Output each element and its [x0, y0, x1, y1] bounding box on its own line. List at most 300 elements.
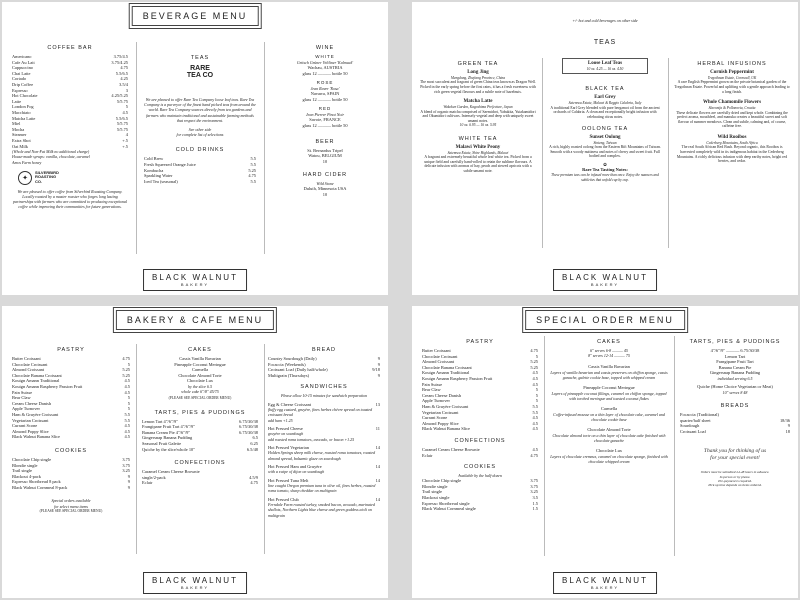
rose-label: ROSE [316, 80, 334, 86]
confections-heading: CONFECTIONS [174, 460, 226, 467]
loose-leaf-box [562, 58, 648, 74]
special-order-page [412, 306, 798, 598]
cake-whole-price: whole cake 6"/8" 45/75 [181, 389, 219, 395]
white-label: WHITE [315, 54, 335, 59]
coffee-item-price: 5.5/6.5 [115, 115, 128, 121]
cake-5-name: Chocolate Lux [596, 448, 622, 454]
special-pastry-list [422, 348, 538, 432]
special-tart-item: Banana Cream Pie [718, 364, 752, 370]
special-confection-item-name: Eclair [422, 452, 433, 458]
cake-item: Cassis Vanilla Bavarian [179, 356, 221, 361]
fine-print-1: Orders must be submitted 24-48 hours in advance. [700, 470, 770, 475]
matcha-origin: Wakoken Garden, Kagoshima Prefecture, Japan [443, 105, 513, 110]
bread-item [268, 373, 380, 379]
coffee-item-name: Hot Chocolate [12, 93, 38, 99]
special-pastry-item-name: Chocolate Croissant [422, 353, 458, 359]
tarts-heading: TARTS, PIES & PUDDINGS [154, 409, 246, 416]
coffee-bar-section [12, 42, 128, 210]
chamomile-origin: Slavonija & Pollonovia, Croatia [708, 106, 756, 111]
red-label: RED [318, 106, 332, 112]
special-pastry-item-name: Kouign Amann Traditional [422, 370, 470, 376]
coffee-bar-list [12, 54, 128, 149]
special-cookies-heading: COOKIES [463, 464, 497, 471]
thanks-line-2: for your special event! [710, 455, 760, 462]
pastry-item-name: Ham & Gruyère Croissant [12, 411, 59, 417]
special-tart-item: Frangipane Fruit Tart [716, 359, 754, 365]
special-cookie-item-name: Chocolate Chip single [422, 478, 462, 484]
quiche-line: Quiche (Home Choice Vegetarian or Meat) [697, 384, 773, 390]
pastry-list [12, 356, 130, 440]
sandwich-price: 13 [375, 401, 380, 407]
divider [674, 336, 675, 556]
special-pastry-item-name: Apple Turnover [422, 398, 450, 404]
cookie-item-name: Black Walnut Cornmeal 8-pack [12, 484, 68, 490]
special-confection-item-name: Caramel Cream Cheese Brownie [422, 446, 480, 452]
white-peony-origin: Satemwa Estate, Shire Highlands, Malawi [447, 150, 509, 155]
teas-heading: TEAS [190, 55, 210, 61]
cold-drink-item-name: Sparkling Water [144, 173, 173, 179]
brand-sub: BAKERY [180, 585, 210, 590]
divider [544, 336, 545, 556]
cakes-column [142, 344, 258, 486]
pastry-item-price: 4.5 [124, 434, 130, 440]
sandwich-name: Hot Pressed Tuna Melt [268, 477, 309, 483]
coffee-item-price: 3.75/4.5 [113, 54, 128, 59]
confection-item-name: Eclair [142, 480, 153, 486]
top-note: +/- hot and cold beverages on other side [572, 18, 638, 23]
tart-item-name: Banana Cream Pie 4"/6"/9" [142, 429, 191, 435]
special-pastry-item-price: 4.5 [532, 415, 538, 421]
peppermint-name: Cornish Peppermint [710, 70, 754, 75]
matcha-desc: A blend of organic matcha comprised of Saemidori, Yabukita, Yutakamidori and Okumidori cultivars. Intensely vegetal and deep with uniquely sweet umami notes. [420, 109, 536, 123]
pastry-item-name: Chocolate Croissant [12, 361, 48, 367]
green-white-column [420, 58, 536, 174]
cookie-item-name: Trail single [12, 468, 32, 474]
coffee-item-name: Mocha [12, 126, 25, 132]
sandwich-name: Hot Pressed Vegetarian [268, 444, 309, 450]
coffee-item-name: Oat Milk [12, 143, 28, 149]
tart-item-price: 6.5 [252, 435, 258, 441]
cake-1-desc: Layers of vanilla bavarian and cassis preserves on chiffon sponge, cassis ganache, galette cookie base, topped with whipped cream [550, 370, 668, 381]
earl-grey-name: Earl Grey [594, 95, 616, 101]
special-pastry-item-price: 5 [535, 387, 538, 393]
sandwich-extra: add roasted roma tomatoes, avocado, or bacon +1.25 [268, 436, 355, 442]
pastry-item-name: Almond Croissant [12, 367, 45, 373]
matcha-name: Matcha Latte [463, 99, 493, 105]
confections-list [142, 469, 258, 486]
coffee-item-price: 3.75/4.25 [111, 59, 128, 65]
cake-2-desc: Layers of pineapple coconut fillings, caramel on chiffon sponge, topped with torched meringue and toasted coconut flakes [551, 391, 667, 402]
coffee-item-price: 4 [125, 132, 128, 138]
white-price: glass 12 ——— bottle 50 [302, 70, 348, 76]
special-cookie-item-price: 3.75 [530, 478, 538, 484]
white-peony-desc: A fragrant and extremely beautiful whole leaf white tea. Picked from a unique field and carefully hand-rolled to retain the sublime flavours. A delicate infusion with aromas of hay, peach and stewed apricots with a subtle umami note. [424, 155, 532, 173]
cookies-list [12, 457, 130, 491]
cold-drinks-list [144, 156, 256, 184]
thanks-line-1: Thank you for thinking of us [703, 448, 767, 455]
pastry-item-name: Pain Suisse [12, 389, 33, 395]
brand-name: BLACK WALNUT [562, 273, 648, 282]
tarts-list [142, 419, 258, 453]
special-note-1: Special orders available [51, 498, 91, 504]
coffee-item-price: +.5 [122, 137, 128, 143]
wine-section [272, 42, 378, 198]
bakery-menu-page [2, 306, 388, 598]
long-jing-desc: The most succulent and fragrant of green China teas known as Dragon Well. Picked in the early spring before the first rains, it has a fresh sweetness with rich green vegetal flavours and a subtle note of hazelnuts. [420, 80, 536, 94]
oolong-heading: OOLONG TEA [581, 125, 629, 132]
long-jing-origin: Mengdong, Zhejiang Province, China [450, 76, 506, 80]
special-cookies-note: Available by the half-dozen [458, 473, 502, 479]
black-tea-heading: BLACK TEA [585, 86, 625, 93]
cold-drink-item-name: Iced Tea (seasonal) [144, 178, 178, 184]
sandwich-name: Hot Pressed Cheese [268, 425, 303, 431]
special-cookie-item-name: Espresso Shortbread single [422, 500, 470, 506]
tart-item-price: 6.75/30/38 [239, 418, 258, 424]
coffee-item-name: Drip Coffee [12, 81, 34, 87]
pastry-item-name: Vegetarian Croissant [12, 417, 49, 423]
fine-print-2: In person or by phone. [719, 474, 751, 479]
coffee-item-name: London Fog [12, 104, 34, 110]
special-pastry-item-price: 5.5 [532, 403, 538, 409]
tart-item-price: 6.5/48 [246, 446, 258, 452]
cookie-item-price: 9 [127, 479, 130, 485]
cake-slice-price: by the slice 6.5 [188, 383, 212, 389]
fine-print-4: Pick up time depends on items ordered. [708, 482, 762, 487]
bread-heading: BREAD [312, 347, 336, 353]
sandwich-desc: with a swipe of dijon on sourdough [268, 469, 325, 475]
special-cookie-item-name: Blackout single [422, 495, 450, 501]
tart-item-price: 6.75/30/38 [239, 429, 258, 435]
sandwich-item [268, 497, 380, 518]
cider-price: 10 [322, 191, 328, 197]
fine-print-3: Pre-payment is required. [718, 478, 752, 483]
cold-drink-item-price: 5.5 [250, 178, 256, 184]
peppermint-desc: A rare English Peppermint grown on the private botanical garden of the Tregothnan Estate. Powerful and uplifting with a gentle approach leading to a long finish. [674, 80, 790, 94]
cookie-item-name: Blackout 4-pack [12, 473, 41, 479]
sandwich-item [268, 478, 380, 494]
confection-item-name: single/2-pack [142, 474, 166, 480]
pastry-heading: PASTRY [57, 347, 85, 353]
milk-note: (Whole and Non-Fat Milk no additional charge) [12, 149, 90, 155]
pastry-item-price: 5 [127, 400, 130, 406]
white-peony-name: Malawi White Peony [455, 144, 501, 150]
pastry-item-name: Butter Croissant [12, 356, 41, 361]
cider-region: Duluth, Minnesota USA [303, 186, 347, 192]
coffee-item-price: 5 [125, 104, 128, 110]
special-bread-item-name: Croissant Loaf [680, 428, 706, 434]
tart-item-name: Frangipane Fruit Tart 4"/6"/9" [142, 424, 195, 430]
bakery-menu-title: BAKERY & CAFE MENU [116, 310, 274, 330]
special-pastry-item-price: 4.5 [532, 426, 538, 432]
special-tart-item: Gingersnap Banana Pudding [709, 370, 761, 376]
herbal-heading: HERBAL INFUSIONS [697, 61, 767, 67]
oolong-origin: Sinteng, Taiwan [593, 140, 617, 145]
pastry-item-price: 5 [127, 406, 130, 412]
divider [264, 344, 265, 554]
cookie-item-price: 9 [127, 473, 130, 479]
coffee-item-name: Miel [12, 121, 21, 127]
sandwich-price: 11 [375, 425, 380, 431]
pastry-item-price: 5.5 [124, 417, 130, 423]
coffee-item-price: 4.25 [120, 76, 128, 82]
see-other-side-2: for complete list of selections [176, 132, 224, 138]
cake-item: Chocolate Lux [187, 378, 213, 384]
special-cakes-heading: CAKES [597, 339, 621, 345]
pastry-item-price: 4.5 [124, 428, 130, 434]
cookie-item-price: 3.75 [122, 462, 130, 468]
special-bread-item-price: 18 [785, 428, 790, 434]
special-bread-item-name: Focaccia (Traditional) [680, 411, 719, 417]
special-pastry-item-price: 4.5 [532, 370, 538, 376]
special-cookie-item-name: Blondie single [422, 483, 448, 489]
pastry-item-name: Apple Turnover [12, 406, 40, 412]
divider [136, 42, 137, 254]
coffee-item-price: 3 [125, 87, 128, 93]
sandwich-price: 14 [375, 444, 380, 450]
black-oolong-column [548, 58, 662, 182]
special-cookies-list [422, 478, 538, 512]
see-other-side: See other side [188, 127, 212, 133]
sandwich-desc: line caught Oregon premium tuna in olive oil, fines herbes, roasted roma tomato, sharp cheddar on multigrain [268, 483, 376, 494]
cake-see-special: (PLEASE SEE SPECIAL ORDER MENU) [168, 396, 232, 401]
special-note-3: (PLEASE SEE SPECIAL ORDER MENU) [39, 508, 103, 513]
bread-item-name: Croissant Loaf (Daily half/whole) [268, 367, 328, 373]
cider-heading: HARD CIDER [302, 172, 348, 179]
special-pastry-item-price: 5 [535, 392, 538, 398]
special-pastry-item-price: 5.25 [530, 359, 538, 365]
beer-name: St. Bernardus Tripel [307, 147, 343, 153]
cakes-heading: CAKES [188, 347, 212, 353]
special-pastry-item-name: Currant Scone [422, 415, 448, 421]
brand-logo [553, 572, 657, 594]
special-bread-item-name: quarter/half sheet [680, 417, 711, 423]
pastry-item-price: 4.5 [124, 389, 130, 395]
special-pastry-item-name: Cream Cheese Danish [422, 392, 462, 398]
peppermint-origin: Tregothnan Estate, Cornwall, UK [707, 76, 757, 80]
beer-heading: BEER [315, 138, 335, 145]
divider [264, 42, 265, 254]
tart-item-price: 6.75/30/38 [239, 424, 258, 430]
white-name: Gritsch Grüner Veltliner 'Kalmuck' [296, 60, 354, 65]
cookie-item-price: 3.75 [122, 456, 130, 462]
earl-grey-origin: Satemwa Estate, Malawi & Reggio Calabria, Italy [568, 101, 642, 106]
bread-column [268, 344, 380, 518]
pastry-item-price: 5.25 [122, 372, 130, 378]
sandwich-price: 14 [375, 496, 380, 502]
sandwich-item [268, 402, 380, 423]
coffee-item-name: Steamer [12, 132, 27, 138]
brand-sub: BAKERY [590, 585, 620, 590]
cake-2-name: Pineapple Coconut Meringue [583, 385, 635, 391]
special-menu-title: SPECIAL ORDER MENU [525, 310, 685, 330]
tasting-title: Rare Tea Tasting Notes: [582, 167, 628, 173]
pastry-item-name: Kouign Amann Traditional [12, 378, 60, 384]
special-confections-heading: CONFECTIONS [454, 437, 506, 444]
cider-name: Wild Stone [316, 181, 334, 187]
cookies-heading: COOKIES [54, 447, 88, 454]
tart-item [142, 447, 258, 453]
herbal-column [674, 58, 790, 164]
coffee-item-name: Americano [12, 54, 32, 59]
sandwich-desc: Ferndale Farm roasted turkey, smoked bacon, avocado, marinated shallots, Northern Lights blue cheese and green goddess aioli on multigrain [268, 502, 375, 518]
pastry-item-name: Chocolate Banana Croissant [12, 372, 62, 378]
special-confections-list [422, 447, 538, 458]
cold-drink-item [144, 179, 256, 185]
roaster-line-1: SILVERBIRD [35, 169, 59, 175]
sandwich-item [268, 426, 380, 442]
tart-item-name: Seasonal Fruit Galette [142, 440, 182, 446]
coffee-item-name: Espresso [12, 87, 28, 93]
special-tarts-column [680, 336, 790, 487]
teas-desc: We are pleased to offer Rare Tea Company loose leaf teas. Rare Tea Company is a purveyor of the finest hand picked teas from around the world. Rare Tea Company sources directly from tea gardens and farmers who maintain traditional and sustainable farming methods that respect the environment. [144, 97, 256, 123]
tasting-desc: These premium teas can be infused more than once. Enjoy the nuances and subtleties that unfold cup by cup. [551, 173, 659, 182]
wine-heading: WINE [315, 45, 335, 51]
coffee-item-price: 5/5.75 [116, 98, 128, 104]
sandwich-price: 14 [375, 477, 380, 483]
special-cookie-item [422, 506, 538, 512]
pastry-item-price: 5 [127, 395, 130, 401]
earl-grey-desc: A traditional Earl Grey blended with pure bergamot oil from the ancient orchards of Calabria. A clean and exceptionally bright infusion with celebrating citrus notes. [550, 105, 660, 119]
sandwich-name: Egg & Cheese Croissant [268, 401, 312, 407]
cookie-item-price: 3.25 [122, 468, 130, 474]
roaster-note: We are pleased to offer coffee from Silverbird Roasting Company. Locally roasted by a master roaster who forges long lasting partnerships with farmers who are committed to producing exceptional coffee while improving their communities for future generations. [13, 188, 127, 210]
rose-name: Jean Raver 'Rosa' [310, 86, 340, 92]
sandwich-desc: fluffy egg custard, gruyère, fines herbes chèvre spread on toasted croissant bread [268, 407, 373, 418]
bread-list [268, 356, 380, 378]
red-region: Savoie, FRANCE [309, 117, 341, 123]
matcha-price: 10 oz. 6.95 — 16 oz. 5.95 [459, 123, 497, 128]
pastry-item-name: Kouign Amann Raspberry Passion Fruit [12, 383, 83, 389]
cookie-item-name: Espresso Shortbread 8 pack [12, 479, 61, 485]
special-pastry-item-price: 5.5 [532, 409, 538, 415]
coffee-item-name: Cafe Au Lait [12, 59, 35, 65]
sandwich-extra: add ham +1.25 [268, 417, 293, 423]
special-pastry-item-name: Butter Croissant [422, 348, 451, 353]
brand-sub: BAKERY [590, 282, 620, 287]
red-price: glass 12 ——— bottle 50 [302, 122, 348, 128]
divider [668, 58, 669, 248]
sandwich-note: Please allow 10-15 minutes for sandwich preparation [280, 393, 368, 399]
special-pastry-item-name: Chocolate Banana Croissant [422, 364, 472, 370]
special-bread-item [680, 429, 790, 435]
special-bread-item-price: 18/36 [779, 417, 790, 423]
syrups-line: House-made syrups: vanilla, chocolate, caramel [12, 154, 90, 160]
pastry-column [12, 344, 130, 514]
cake-3-desc: Coffee-infused mousse on a thin layer of chocolate cake, caramel and chocolate cookie base [553, 412, 665, 423]
brand-name: BLACK WALNUT [152, 273, 238, 282]
coffee-item-price: 4.5 [122, 109, 128, 115]
sandwich-item [268, 445, 380, 461]
pudding-price: individual serving 6.5 [717, 375, 753, 381]
sandwich-desc: gruyère on sourdough [268, 431, 304, 437]
special-cookie-item-price: 1.5 [532, 500, 538, 506]
cake-item: Carmella [191, 367, 209, 373]
special-pastry-item-price: 5.25 [530, 364, 538, 370]
loose-leaf-title: Loose Leaf Teas [587, 61, 623, 66]
pastry-item-name: Currant Scone [12, 423, 38, 429]
bread-item-price: 9 [377, 356, 380, 361]
coffee-item-name: Cappuccino [12, 65, 33, 71]
cake-item: Pineapple Coconut Meringue [174, 361, 226, 367]
roaster-line-3: CO. [35, 179, 43, 184]
silverbird-logo [18, 171, 128, 185]
special-pastry-item-name: Vegetarian Croissant [422, 409, 459, 415]
pastry-item-price: 4.5 [124, 378, 130, 384]
teas-title: TEAS [593, 39, 617, 46]
rose-region: Navarra, SPAIN [310, 91, 340, 97]
beer-price: 10 [322, 158, 328, 164]
bread-item-name: Country Sourdough (Daily) [268, 356, 317, 361]
sandwich-price: 14 [375, 463, 380, 469]
cold-drinks-heading: COLD DRINKS [175, 147, 225, 154]
special-pastry-item-name: Ham & Gruyère Croissant [422, 403, 469, 409]
special-cookie-item-price: 3.25 [530, 489, 538, 495]
special-confection-item-price: 4.75 [530, 452, 538, 458]
beverage-menu-page [2, 2, 388, 295]
chamomile-desc: These delicate flowers are carefully dried and kept whole. Combining the perfect aroma, mouthfeel, and manuka creates a beautiful sweet and soft flavour of summer meadows. Clean and subtle, calming and, of course, caffeine free. [676, 110, 788, 129]
divider [136, 344, 137, 554]
rose-price: glass 12 ——— bottle 50 [302, 96, 348, 102]
tart-item-price: 6.25 [250, 440, 258, 446]
cake-item: Chocolate Almond Torte [178, 372, 222, 378]
special-cookie-item-name: Trail single [422, 489, 442, 495]
oolong-desc: A rich, highly roasted oolong from the Eastern Rift Mountains of Taiwan. Smooth with a woody nuttiness and notes of cherry and sweet fruit. Full bodied and complex. [549, 145, 661, 159]
cookie-item-price: 9 [127, 484, 130, 490]
oolong-name: Sunset Oolong [589, 134, 621, 140]
cookie-item [12, 485, 130, 491]
cake-size-2: 8" serves 12-14 ——— 75 [588, 353, 630, 359]
teas-section [144, 52, 256, 184]
special-pastry-item-price: 4.5 [532, 420, 538, 426]
special-pastry-item-price: 5 [535, 353, 538, 359]
special-note-2: for select menu items [54, 503, 88, 509]
white-region: Wachau, AUSTRIA [307, 65, 343, 70]
rare-tea-logo: RARE TEA CO [186, 65, 214, 79]
brand-logo [143, 269, 247, 291]
tart-item-name: Quiche by the slice/whole 10" [142, 446, 196, 452]
cake-5-desc: Layers of chocolate cremeux, caramel on chocolate sponge, finished with chocolate whipped cream [550, 454, 668, 465]
special-cakes-column [550, 336, 668, 464]
pastry-item-price: 5 [127, 361, 130, 367]
coffee-item-name: Matcha Latte [12, 115, 36, 121]
special-breads-list [680, 412, 790, 434]
coffee-bar-heading: COFFEE BAR [47, 45, 93, 51]
coffee-item-name: Latte [12, 98, 22, 104]
special-breads-heading: BREADS [720, 402, 750, 409]
cake-1-name: Cassis Vanilla Bavarian [588, 364, 630, 370]
bread-item-name: Multigrain (Thursdays) [268, 372, 310, 378]
chamomile-name: Whole Chamomile Flowers [702, 100, 762, 106]
confection-item-price: 4.75 [250, 480, 258, 486]
brand-logo [553, 269, 657, 291]
loose-leaf-price: 10 oz. 4.25 — 16 oz. 4.50 [586, 67, 624, 71]
special-pastry-item-price: 5 [535, 398, 538, 404]
coffee-item-price: 5/5.75 [116, 121, 128, 127]
special-cookie-item-name: Black Walnut Cornmeal single [422, 506, 476, 512]
tea-menu-page [412, 2, 798, 295]
bread-item-price: 9/18 [372, 367, 380, 373]
pastry-item-price: 5.5 [124, 411, 130, 417]
coffee-item-name: Macchiato [12, 109, 31, 115]
bread-item-name: Focaccia (Weekends) [268, 361, 306, 367]
quiche-price: 10" serves 8 48 [722, 389, 748, 395]
cold-drink-item-name: Fresh Squeezed Orange Juice [144, 162, 196, 168]
special-pastry-item-name: Almond Poppy Slice [422, 420, 459, 426]
roaster-line-2: ROASTING [35, 174, 57, 180]
pastry-item-name: Black Walnut Banana Slice [12, 434, 60, 440]
brand-sub: BAKERY [180, 282, 210, 287]
rooibos-name: Wild Rooibos [717, 134, 747, 140]
